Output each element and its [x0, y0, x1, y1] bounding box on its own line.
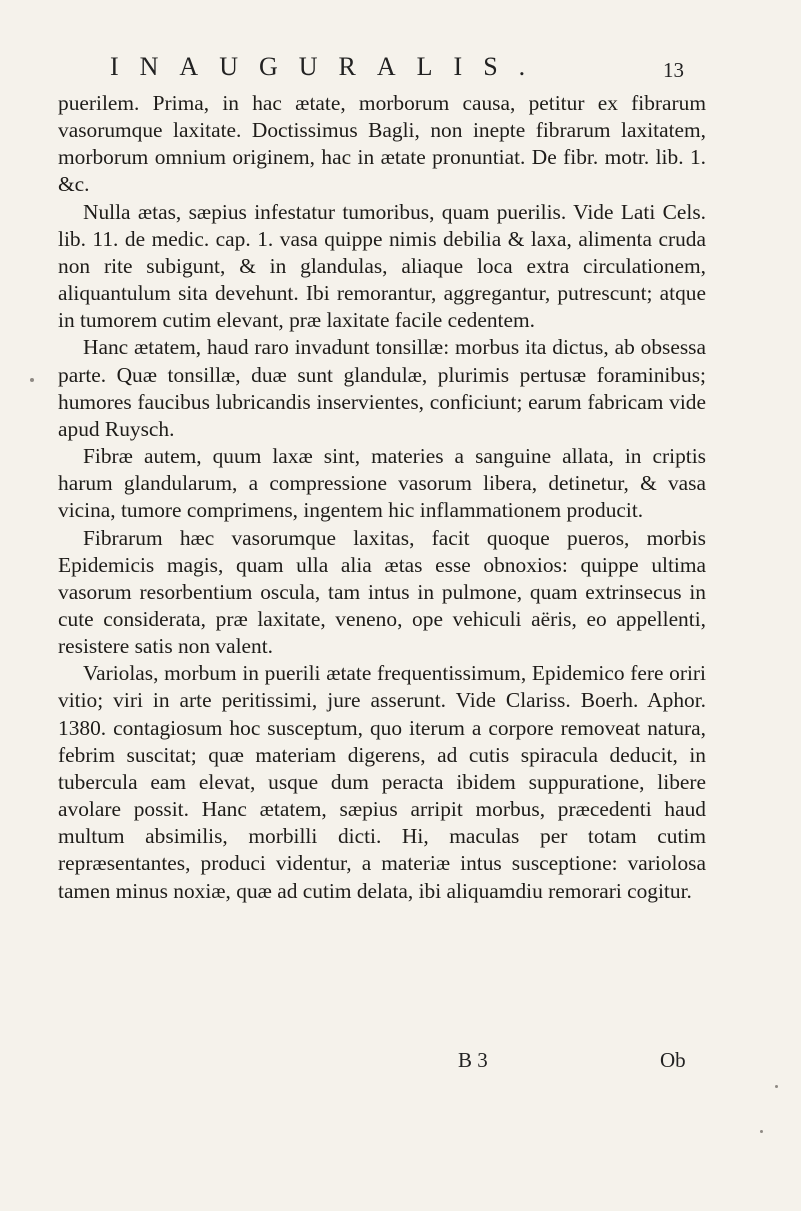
- ink-speck: [760, 1130, 763, 1133]
- paragraph-1: puerilem. Prima, in hac ætate, morborum causa, petitur ex fibrarum vasorumque laxitate. Doctissimus Bagli, non inepte fibrarum laxitatem, morborum omnium originem, hac in ætate pronuntiat. De fibr. motr. lib. 1. &c.: [58, 91, 706, 197]
- page-number: 13: [663, 58, 684, 82]
- paragraph-3: Hanc ætatem, haud raro invadunt tonsillæ: morbus ita dictus, ab obsessa parte. Quæ tonsillæ, duæ sunt glandulæ, plurimis pertusæ foraminibus; humores faucibus lubricandis inservientes, conficiunt; earum fabricam vide apud Ruysch.: [58, 335, 706, 441]
- paragraph-6: Variolas, morbum in puerili ætate frequentissimum, Epidemico fere oriri vitio; viri in arte peritissimi, jure asserunt. Vide Clariss. Boerh. Aphor. 1380. contagiosum hoc susceptum, quo iterum a corpore removeat natura, febrim suscitat; quæ materiam digerens, ad cutis spiracula deducit, in tubercula eam elevat, usque dum peracta ibidem suppuratione, libere avolare possit. Hanc ætatem, sæpius arripit morbus, præcedenti haud multum absimilis, morbilli dicti. Hi, maculas per totam cutim repræsentantes, produci videntur, a materiæ intus susceptione: variolosa tamen minus noxiæ, quæ ad cutim delata, ibi aliquamdiu remorari cogitur.: [58, 661, 706, 903]
- signature-mark: B 3: [458, 1048, 488, 1072]
- running-head: INAUGURALIS.: [110, 52, 547, 81]
- paragraph-2: Nulla ætas, sæpius infestatur tumoribus, quam puerilis. Vide Lati Cels. lib. 11. de medic. cap. 1. vasa quippe nimis debilia & laxa, alimenta cruda non rite subigunt, & in glandulas, aliaque loca extra circulationem, aliquantulum sita devehunt. Ibi remorantur, aggregantur, putrescunt; atque in tumorem cutim elevant, præ laxitate facile cedentem.: [58, 199, 706, 333]
- catchword: Ob: [660, 1048, 686, 1072]
- body-text: [58, 90, 706, 905]
- paragraph-5: Fibrarum hæc vasorumque laxitas, facit quoque pueros, morbis Epidemicis magis, quam ulla alia ætas esse obnoxios: quippe ultima vasorum resorbentium oscula, tam intus in pulmone, quam extrinsecus in cute considerata, præ laxitate, veneno, ope vehiculi aëris, eo appellenti, resistere satis non valent.: [58, 525, 706, 659]
- ink-speck: [775, 1085, 778, 1088]
- paragraph-4: Fibræ autem, quum laxæ sint, materies a sanguine allata, in criptis harum glandularum, a compressione vasorum libera, detinetur, & vasa vicina, tumore comprimens, ingentem hic inflammationem producit.: [58, 444, 706, 523]
- ink-speck: [30, 378, 34, 382]
